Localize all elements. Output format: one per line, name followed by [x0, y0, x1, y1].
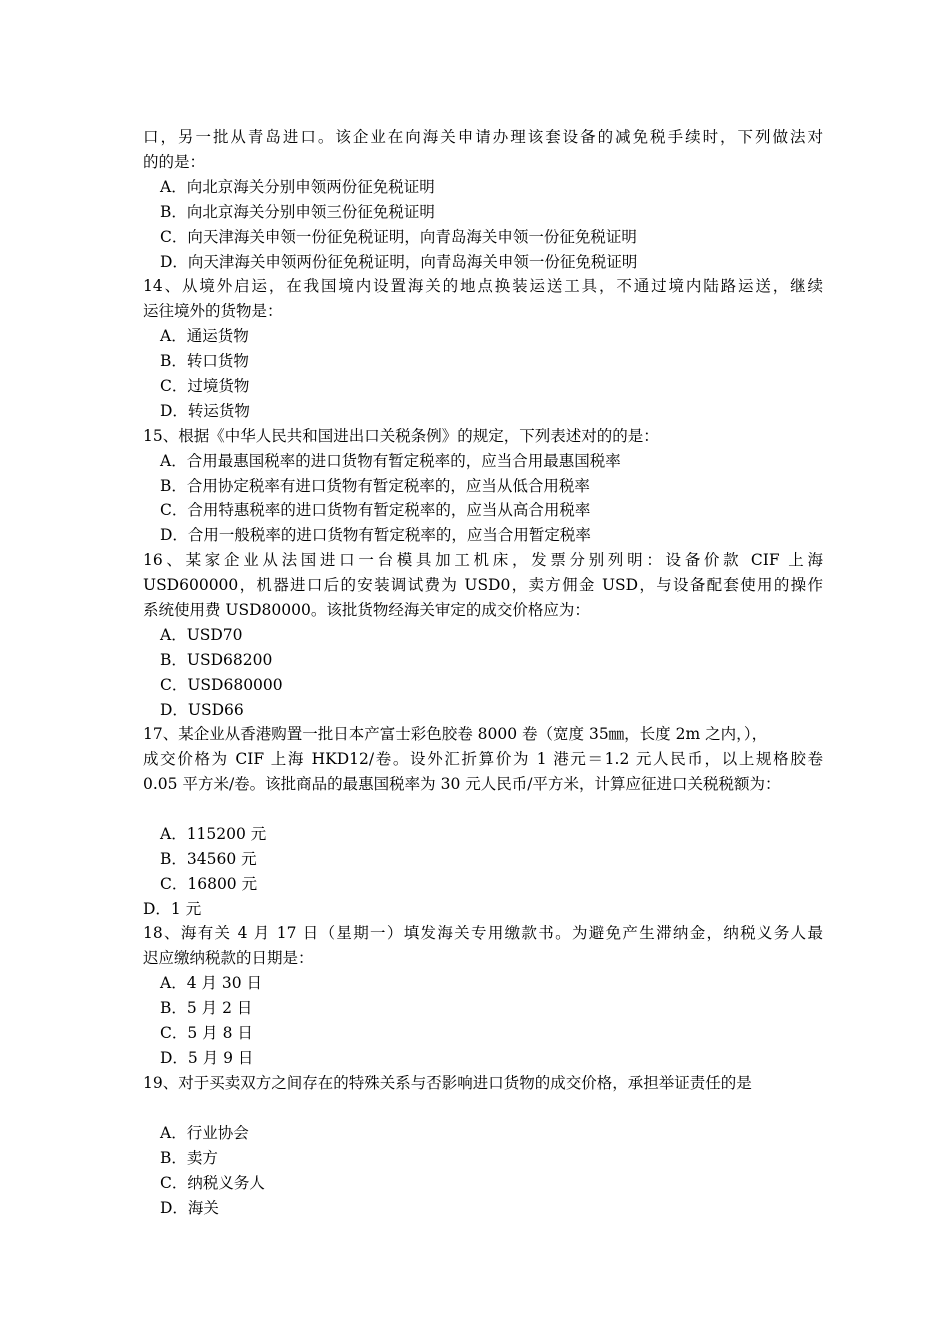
q16-stem-line-1: 16、某家企业从法国进口一台模具加工机床，发票分别列明：设备价款 CIF 上海 — [143, 551, 823, 569]
q18-option-d: D．5 月 9 日 — [160, 1049, 254, 1067]
q14-option-d: D．转运货物 — [160, 402, 250, 420]
q16-option-d: D．USD66 — [160, 701, 244, 719]
q16-option-c: C．USD680000 — [160, 676, 283, 694]
q19-option-a: A．行业协会 — [160, 1124, 249, 1142]
q15-option-b: B．合用协定税率有进口货物有暂定税率的，应当从低合用税率 — [160, 477, 590, 495]
q14-option-a: A．通运货物 — [160, 327, 249, 345]
q17-option-a: A．115200 元 — [160, 825, 267, 843]
q14-option-b: B．转口货物 — [160, 352, 249, 370]
q15-option-c: C．合用特惠税率的进口货物有暂定税率的，应当从高合用税率 — [160, 501, 591, 519]
q18-option-b: B．5 月 2 日 — [160, 999, 253, 1017]
q18-stem-line-1: 18、海有关 4 月 17 日（星期一）填发海关专用缴款书。为避免产生滞纳金，纳税义务人最 — [143, 924, 823, 942]
q14-stem-line-2: 运往境外的货物是： — [143, 302, 283, 320]
q13-option-c: C．向天津海关申领一份征免税证明，向青岛海关申领一份征免税证明 — [160, 228, 637, 246]
q13-stem-line-1: 口，另一批从青岛进口。该企业在向海关申请办理该套设备的减免税手续时，下列做法对 — [143, 128, 823, 146]
q19-option-d: D．海关 — [160, 1199, 219, 1217]
q14-option-c: C．过境货物 — [160, 377, 250, 395]
q19-stem-line-1: 19、对于买卖双方之间存在的特殊关系与否影响进口货物的成交价格，承担举证责任的是 — [143, 1074, 752, 1092]
q17-option-c: C．16800 元 — [160, 875, 258, 893]
q17-option-b: B．34560 元 — [160, 850, 257, 868]
q13-option-b: B．向北京海关分别申领三份征免税证明 — [160, 203, 435, 221]
q13-stem-line-2: 的的是： — [143, 153, 206, 171]
q13-option-a: A．向北京海关分别申领两份征免税证明 — [160, 178, 435, 196]
q19-option-b: B．卖方 — [160, 1149, 218, 1167]
q15-stem-line-1: 15、根据《中华人民共和国进出口关税条例》的规定，下列表述对的的是： — [143, 427, 659, 445]
q17-stem-line-2: 成交价格为 CIF 上海 HKD12/卷。设外汇折算价为 1 港元＝1.2 元人民币，以上规格胶卷 — [143, 750, 823, 768]
q17-option-d: D．1 元 — [143, 900, 202, 918]
q18-option-a: A．4 月 30 日 — [160, 974, 263, 992]
q16-stem-line-2: USD600000，机器进口后的安装调试费为 USD0，卖方佣金 USD，与设备配套使用的操作 — [143, 576, 823, 594]
q17-stem-line-1: 17、某企业从香港购置一批日本产富士彩色胶卷 8000 卷（宽度 35㎜，长度 2m 之内，）， — [143, 725, 768, 743]
q18-stem-line-2: 迟应缴纳税款的日期是： — [143, 949, 314, 967]
q16-option-b: B．USD68200 — [160, 651, 273, 669]
q19-option-c: C．纳税义务人 — [160, 1174, 265, 1192]
q16-option-a: A．USD70 — [160, 626, 243, 644]
q15-option-d: D．合用一般税率的进口货物有暂定税率的，应当合用暂定税率 — [160, 526, 591, 544]
q17-stem-line-3: 0.05 平方米/卷。该批商品的最惠国税率为 30 元人民币/平方米，计算应征进口关税税额为： — [143, 775, 781, 793]
q13-option-d: D．向天津海关申领两份征免税证明，向青岛海关申领一份征免税证明 — [160, 253, 638, 271]
q14-stem-line-1: 14、从境外启运，在我国境内设置海关的地点换装运送工具，不通过境内陆路运送，继续 — [143, 277, 823, 295]
q16-stem-line-3: 系统使用费 USD80000。该批货物经海关审定的成交价格应为： — [143, 601, 590, 619]
q18-option-c: C．5 月 8 日 — [160, 1024, 253, 1042]
q15-option-a: A．合用最惠国税率的进口货物有暂定税率的，应当合用最惠国税率 — [160, 452, 621, 470]
